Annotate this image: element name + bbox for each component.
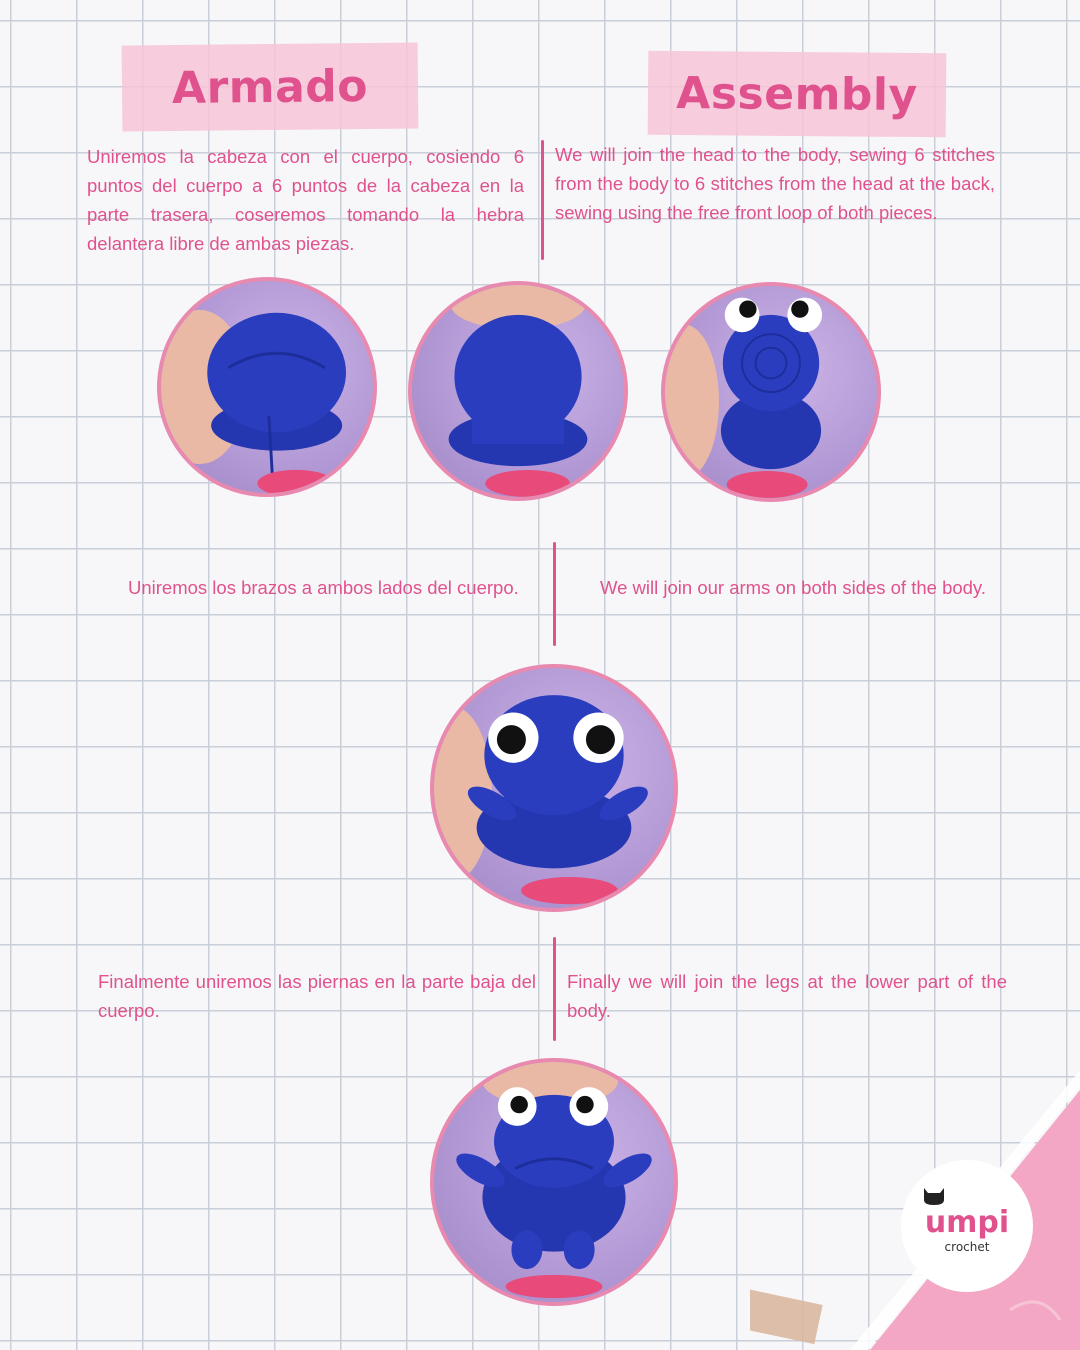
step-1-spanish-text: Uniremos la cabeza con el cuerpo, cosiendo 6 puntos del cuerpo a 6 puntos de la cabeza en la parte trasera, coseremos tomando la hebra delantera libre de ambas piezas. <box>87 146 524 254</box>
step-1-photo-with-eyes <box>661 282 881 502</box>
step-3-divider <box>553 937 556 1041</box>
english-title: Assembly <box>676 67 918 121</box>
english-title-banner <box>648 51 947 138</box>
brand-name: umpi <box>924 1205 1010 1240</box>
brand-logo <box>901 1160 1033 1292</box>
step-2-divider <box>553 542 556 646</box>
spanish-title: Armado <box>171 60 369 114</box>
brand-subtitle: crochet <box>944 1240 990 1254</box>
step-2-spanish-text: Uniremos los brazos a ambos lados del cuerpo. <box>128 577 519 598</box>
step-3-photo-legs-attached <box>430 1058 678 1306</box>
cat-icon <box>921 1184 947 1206</box>
step-1-divider <box>541 140 544 260</box>
step-2-english-text: We will join our arms on both sides of the body. <box>600 577 986 598</box>
spanish-title-banner <box>122 42 419 131</box>
step-3-english-text: Finally we will join the legs at the lower part of the body. <box>567 971 1007 1021</box>
step-1-photo-back-view <box>408 281 628 501</box>
step-1-english-text: We will join the head to the body, sewing 6 stitches from the body to 6 stitches from the head at the back, sewing using the free front loop of both pieces. <box>555 144 995 223</box>
step-1-photo-head-on-body <box>157 277 377 497</box>
step-2-photo-arms-attached <box>430 664 678 912</box>
step-3-spanish-text: Finalmente uniremos las piernas en la parte baja del cuerpo. <box>98 971 536 1021</box>
